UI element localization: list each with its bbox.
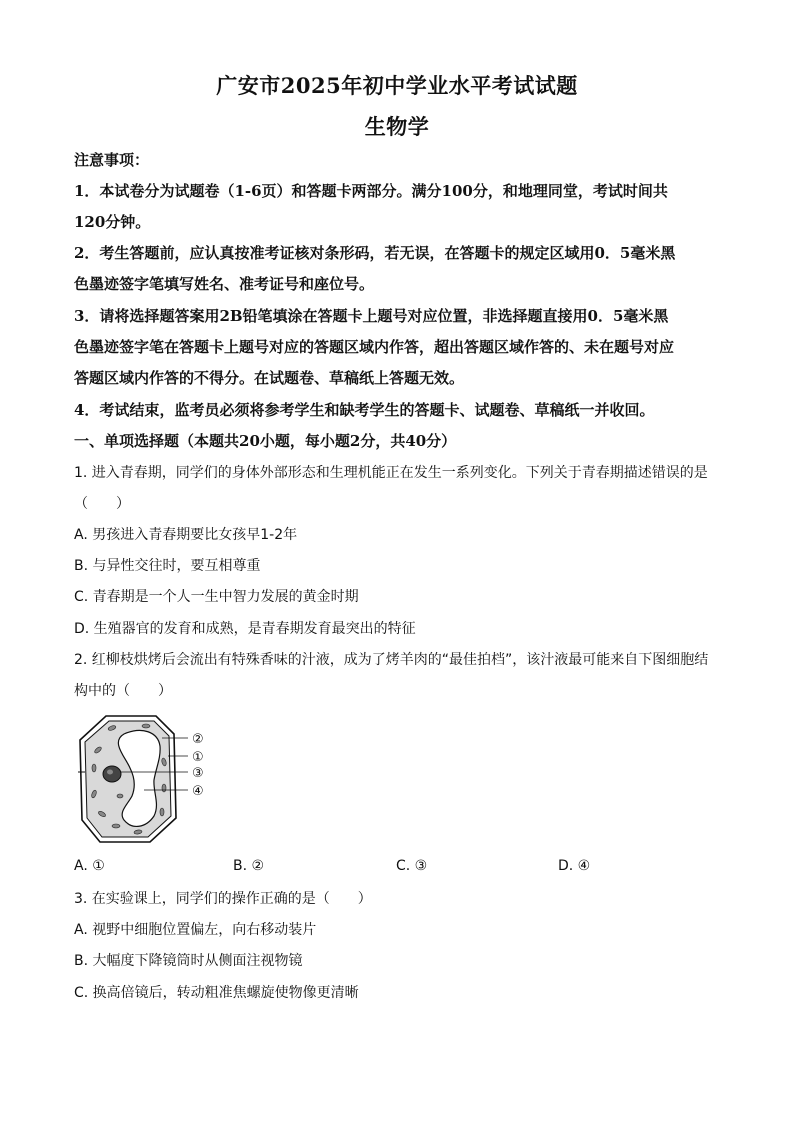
notice-item-2-cont: 色墨迹签字笔填写姓名、准考证号和座位号。 [74,275,375,293]
q2-stem-cont: 构中的（ ） [74,683,172,699]
q1-stem-cont: （ ） [74,496,130,512]
q2-option-d: D. ④ [558,858,591,874]
q1-option-a: A. 男孩进入青春期要比女孩早1-2年 [74,527,298,543]
q2-option-b: B. ② [233,858,265,874]
exam-title: 广安市2025年初中学业水平考试试题 [216,73,578,98]
q1-stem: 1. 进入青春期，同学们的身体外部形态和生理机能正在发生一系列变化。下列关于青春期描述错误的是 [74,465,708,481]
notice-item-4: 4．考试结束，监考员必须将参考学生和缺考学生的答题卡、试题卷、草稿纸一并收回。 [74,401,655,419]
figure-label-4: ④ [192,784,204,799]
nucleolus [107,770,113,775]
notice-item-1-cont: 120分钟。 [74,213,151,231]
notice-item-2: 2．考生答题前，应认真按准考证核对条形码，若无误，在答题卡的规定区域用0．5毫米黑 [74,244,676,262]
notice-heading: 注意事项： [74,151,150,169]
figure-label-2: ② [192,732,204,747]
figure-label-1: ① [192,750,204,765]
section-heading: 一、单项选择题（本题共20小题，每小题2分，共40分） [74,432,457,450]
plant-cell-diagram [76,712,216,848]
notice-item-3: 3．请将选择题答案用2B铅笔填涂在答题卡上题号对应位置，非选择题直接用0．5毫米黑 [74,307,669,325]
nucleus [103,766,121,782]
notice-item-3-cont2: 答题区域内作答的不得分。在试题卷、草稿纸上答题无效。 [74,369,465,387]
q3-stem: 3. 在实验课上，同学们的操作正确的是（ ） [74,891,372,907]
notice-item-1: 1．本试卷分为试题卷（1-6页）和答题卡两部分。满分100分，和地理同堂，考试时间共 [74,182,668,200]
notice-item-3-cont: 色墨迹签字笔在答题卡上题号对应的答题区域内作答，超出答题区域作答的、未在题号对应 [74,338,675,356]
figure-label-3: ③ [192,766,204,781]
q1-option-b: B. 与异性交往时，要互相尊重 [74,558,261,574]
subject-title: 生物学 [364,114,430,139]
q2-option-c: C. ③ [396,858,428,874]
q1-option-d: D. 生殖器官的发育和成熟，是青春期发育最突出的特征 [74,621,416,637]
q3-option-c: C. 换高倍镜后，转动粗准焦螺旋使物像更清晰 [74,985,359,1001]
q1-option-c: C. 青春期是一个人一生中智力发展的黄金时期 [74,589,359,605]
q2-option-a: A. ① [74,858,105,874]
q2-stem: 2. 红柳枝烘烤后会流出有特殊香味的汁液，成为了烤羊肉的“最佳拍档”，该汁液最可能来自下图细胞结 [74,652,709,668]
q3-option-a: A. 视野中细胞位置偏左，向右移动装片 [74,922,317,938]
q3-option-b: B. 大幅度下降镜筒时从侧面注视物镜 [74,953,303,969]
